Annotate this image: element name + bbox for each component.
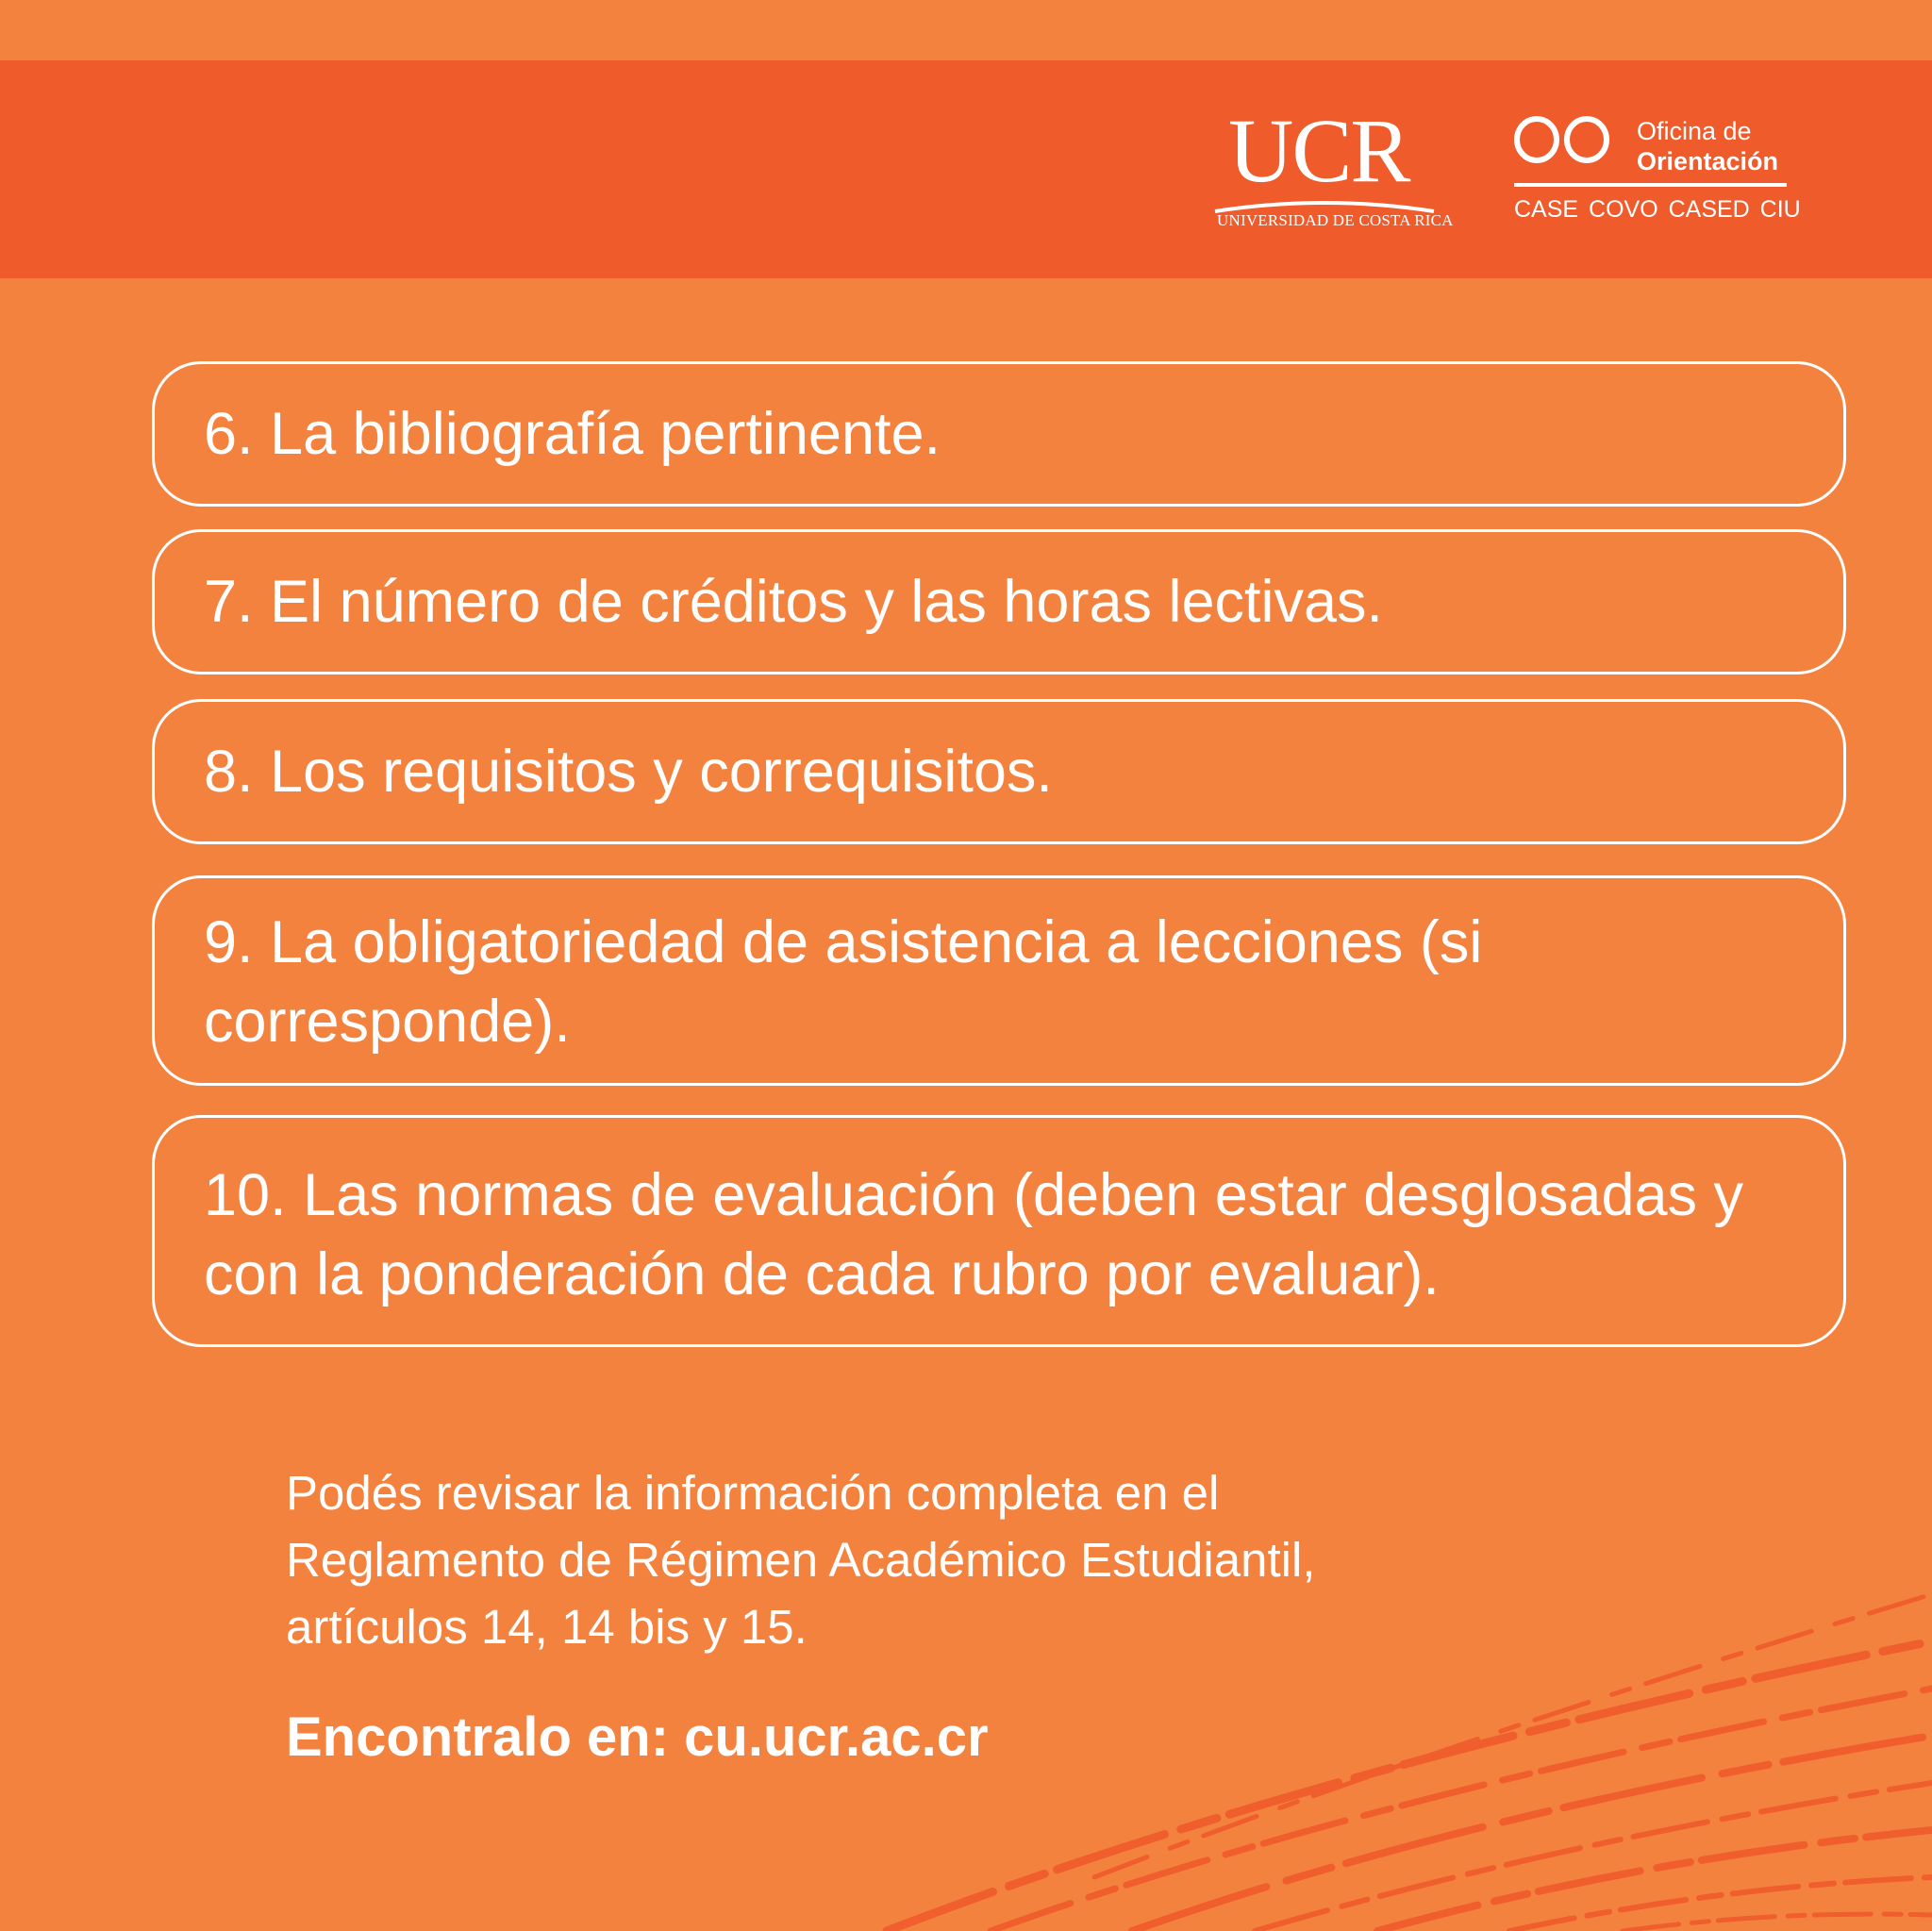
requirement-text: 6. La bibliografía pertinente. [204,401,941,467]
footer-link[interactable]: Encontralo en: cu.ucr.ac.cr [286,1706,989,1768]
requirement-item-6 [152,361,1846,507]
requirement-item-8 [152,699,1846,844]
requirement-item-9 [152,875,1846,1086]
requirement-item-10 [152,1115,1846,1347]
ucr-subtitle: UNIVERSIDAD DE COSTA RICA [1217,211,1454,229]
requirement-item-7 [152,529,1846,674]
footer-note-line1: Podés revisar la información completa en el [286,1466,1220,1520]
oo-mark-icon [1514,113,1610,166]
orientacion-logo [1514,113,1801,236]
requirement-text-line1: 9. La obligatoriedad de asistencia a lecciones (si [204,909,1483,975]
footer-note-line2: Reglamento de Régimen Académico Estudiantil, [286,1533,1316,1587]
oo-title-line1: Oficina de [1637,117,1752,145]
requirement-text: 8. Los requisitos y correquisitos. [204,739,1053,805]
requirement-text: 7. El número de créditos y las horas lectivas. [204,569,1384,635]
requirement-text-line1: 10. Las normas de evaluación (deben estar desglosadas y [204,1162,1744,1228]
requirement-text-line2: con la ponderación de cada rubro por evaluar). [204,1241,1440,1307]
ucr-logo [1213,100,1454,238]
oo-programs: CASE COVO CASED CIU [1514,196,1801,223]
oo-title-line2: Orientación [1637,147,1779,175]
brush-stroke-decoration-icon [849,1556,1932,1931]
footer-note-line3: artículos 14, 14 bis y 15. [286,1600,808,1654]
requirement-text-line2: corresponde). [204,989,571,1055]
oo-divider [1514,183,1787,187]
ucr-wordmark: UCR [1228,100,1409,201]
